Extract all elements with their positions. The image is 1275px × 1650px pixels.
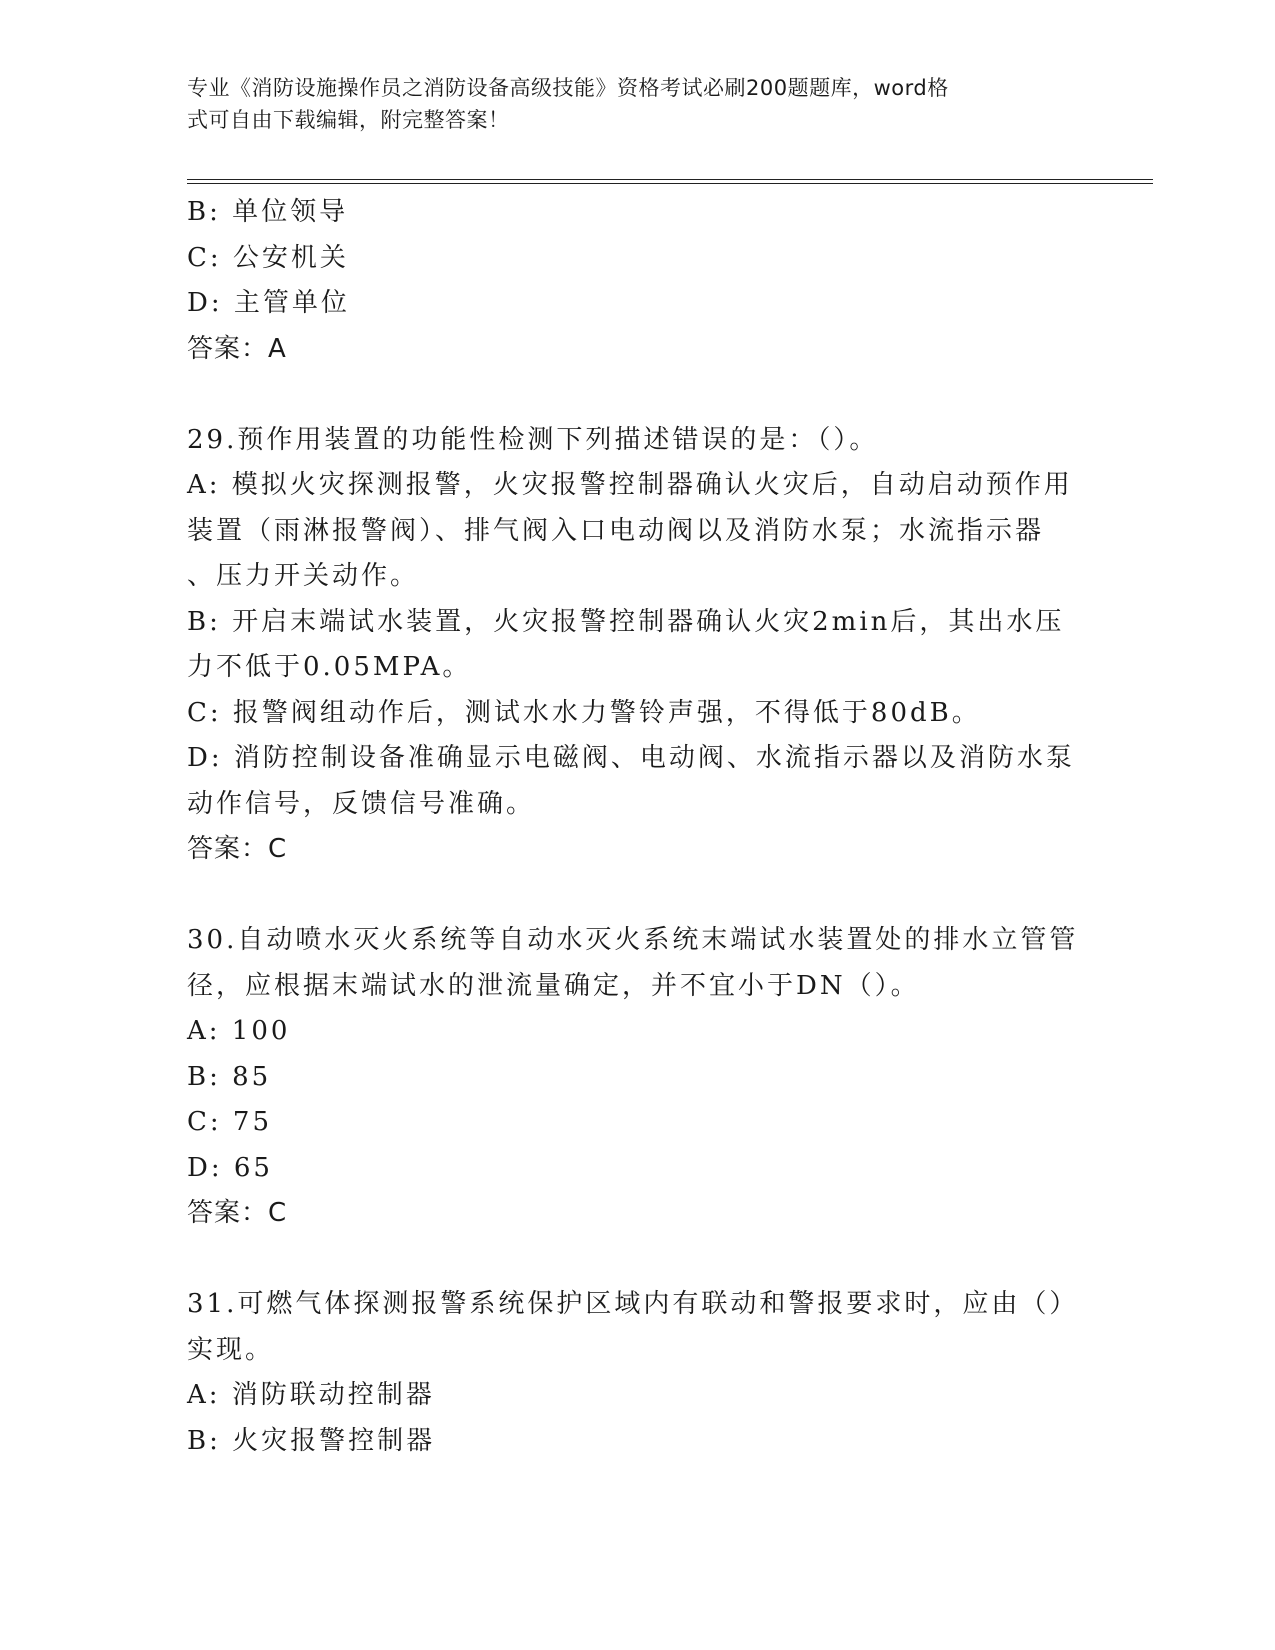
- option-c: C: 公安机关: [187, 242, 349, 273]
- option-b: B: 85: [187, 1061, 272, 1092]
- option-b-line-2: 力不低于0.05MPA。: [187, 652, 472, 682]
- option-c: C: 报警阀组动作后，测试水水力警铃声强，不得低于80dB。: [187, 697, 981, 728]
- question-text: 29.预作用装置的功能性检测下列描述错误的是：（）。: [187, 424, 879, 455]
- question-text-line-1: 31.可燃气体探测报警系统保护区域内有联动和警报要求时，应由（）: [187, 1289, 1079, 1319]
- document-header: [187, 72, 1067, 136]
- question-29: [187, 418, 1087, 873]
- option-a-line-2: 装置（雨淋报警阀）、排气阀入口电动阀以及消防水泵；水流指示器: [187, 515, 1045, 546]
- header-line-1: 专业《消防设施操作员之消防设备高级技能》资格考试必刷200题题库，word格: [187, 76, 949, 100]
- option-d: D: 主管单位: [187, 288, 350, 318]
- question-28-tail: [187, 190, 1087, 372]
- answer: 答案：A: [187, 333, 287, 364]
- question-text-line-2: 实现。: [187, 1334, 275, 1365]
- option-a: A: 100: [187, 1016, 291, 1046]
- header-divider-top: [187, 179, 1153, 180]
- spacer: [187, 372, 1087, 418]
- option-a-line-1: A: 模拟火灾探测报警，火灾报警控制器确认火灾后，自动启动预作用: [187, 470, 1073, 500]
- option-b: B: 单位领导: [187, 197, 349, 227]
- option-c: C: 75: [187, 1107, 273, 1137]
- option-a: A: 消防联动控制器: [187, 1380, 435, 1410]
- question-text-line-2: 径，应根据末端试水的泄流量确定，并不宜小于DN（）。: [187, 970, 920, 1001]
- question-content: [187, 190, 1087, 1464]
- header-divider-bottom: [187, 183, 1153, 184]
- question-31: [187, 1282, 1087, 1464]
- answer: 答案：C: [187, 834, 288, 864]
- answer: 答案：C: [187, 1198, 288, 1228]
- option-b: B: 火灾报警控制器: [187, 1425, 436, 1456]
- option-d-line-2: 动作信号，反馈信号准确。: [187, 788, 536, 819]
- option-a-line-3: 、压力开关动作。: [187, 561, 420, 591]
- question-30: [187, 918, 1087, 1237]
- question-text-line-1: 30.自动喷水灭火系统等自动水灭火系统末端试水装置处的排水立管管: [187, 925, 1079, 955]
- option-d-line-1: D: 消防控制设备准确显示电磁阀、电动阀、水流指示器以及消防水泵: [187, 743, 1075, 773]
- option-b-line-1: B: 开启末端试水装置，火灾报警控制器确认火灾2min后，其出水压: [187, 606, 1065, 637]
- spacer: [187, 873, 1087, 919]
- option-d: D: 65: [187, 1152, 273, 1183]
- spacer: [187, 1237, 1087, 1283]
- header-line-2: 式可自由下载编辑，附完整答案！: [187, 108, 510, 132]
